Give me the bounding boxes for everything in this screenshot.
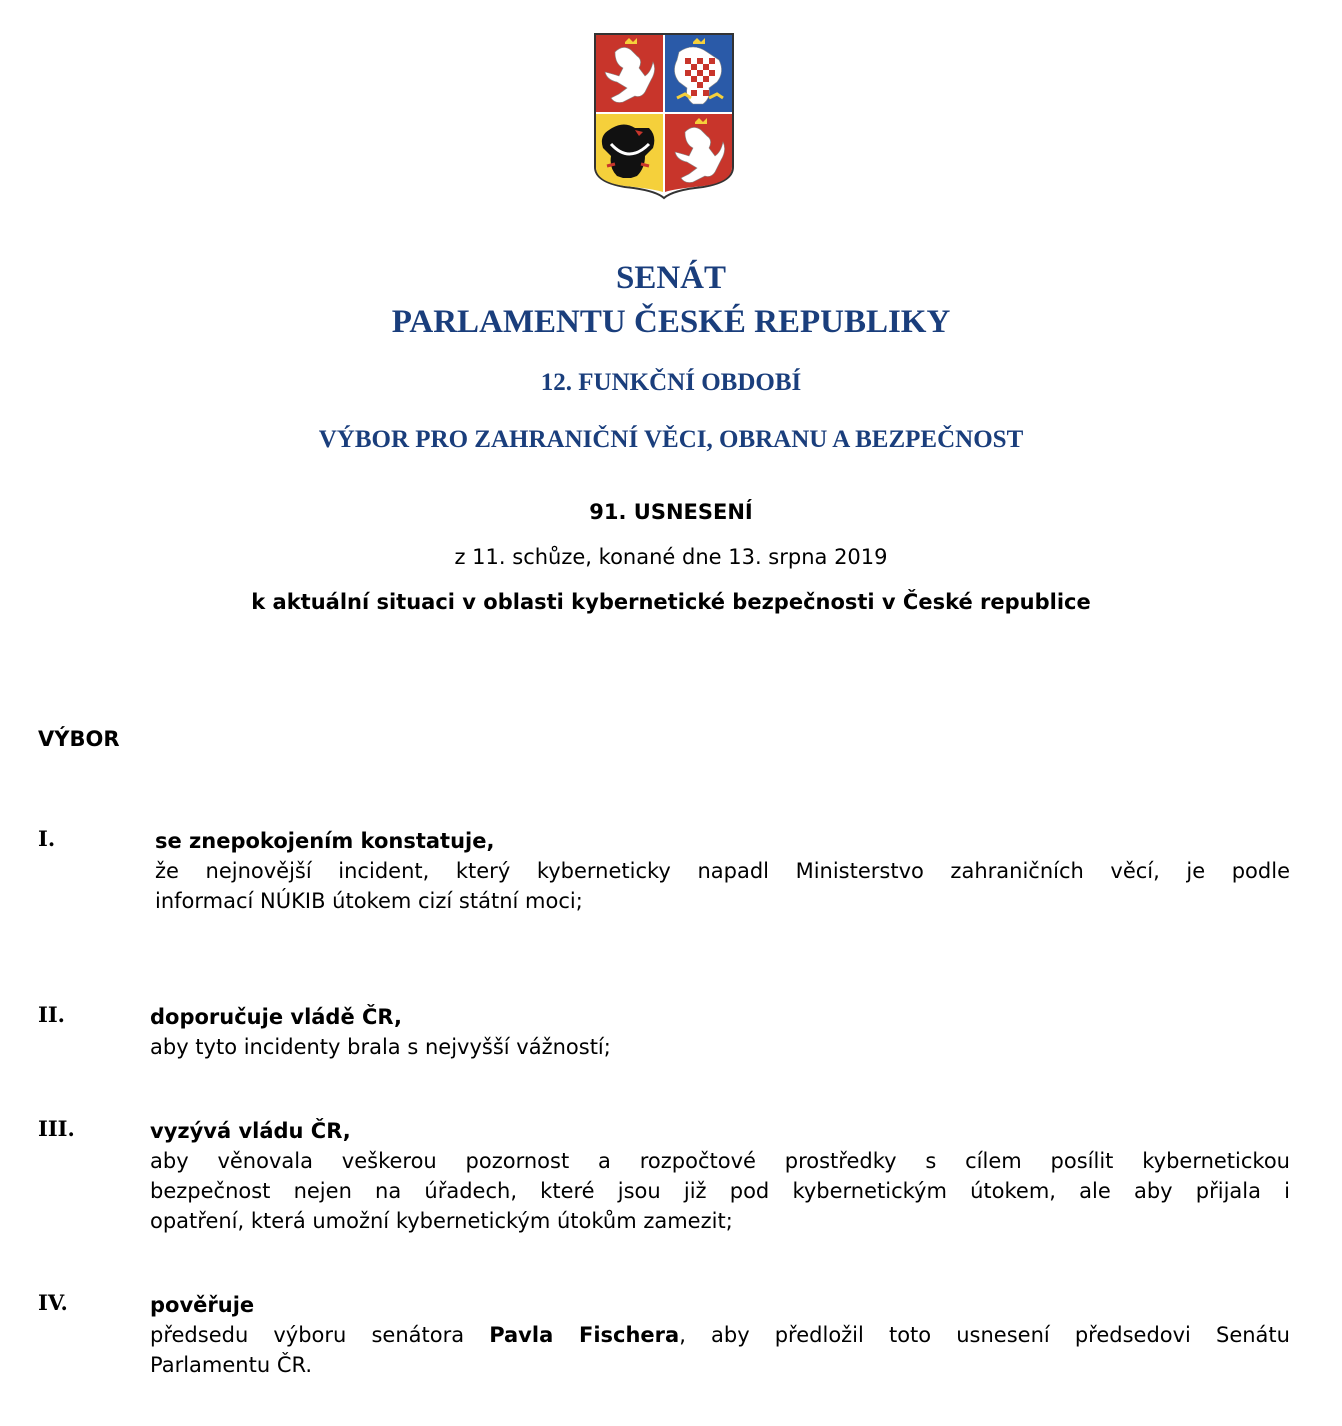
item-text-line: informací NÚKIB útokem cizí státní moci; <box>155 889 583 913</box>
resolution-number: 91. USNESENÍ <box>589 500 753 524</box>
item-numeral: IV. <box>38 1290 68 1315</box>
subject-label: VÝBOR <box>38 727 120 751</box>
header-term: 12. FUNKČNÍ OBDOBÍ <box>540 369 802 396</box>
header-senat: SENÁT <box>615 260 727 296</box>
item-text-line <box>150 1320 1290 1350</box>
resolution-item <box>150 1290 1290 1380</box>
item-text-line: že nejnovější incident, který kyberneticky napadl Ministerstvo zahraničních věcí, je podle <box>155 859 1290 883</box>
item-numeral: I. <box>38 826 56 851</box>
item-numeral: III. <box>38 1116 75 1141</box>
item-text-line: Parlamentu ČR. <box>150 1353 313 1377</box>
item-text-line: bezpečnost nejen na úřadech, které jsou již pod kybernetickým útokem, ale aby přijala i <box>150 1179 1290 1203</box>
resolution-meeting: z 11. schůze, konané dne 13. srpna 2019 <box>454 545 888 569</box>
item-numeral: II. <box>38 1002 65 1027</box>
czech-coat-of-arms-icon <box>593 32 735 200</box>
item-text-fragment: , aby předložil toto usnesení předsedovi Senátu <box>679 1323 1290 1347</box>
header-parliament: PARLAMENTU ČESKÉ REPUBLIKY <box>391 304 951 340</box>
senator-name: Pavla Fischera <box>489 1323 680 1347</box>
resolution-item <box>150 1002 1290 1062</box>
item-text-line: aby věnovala veškerou pozornost a rozpočtové prostředky s cílem posílit kybernetickou <box>150 1149 1290 1173</box>
resolution-subject: k aktuální situaci v oblasti kybernetické bezpečnosti v České republice <box>251 590 1091 614</box>
resolution-item <box>150 1116 1290 1236</box>
item-text-fragment: předsedu výboru senátora <box>150 1323 490 1347</box>
item-heading: doporučuje vládě ČR, <box>150 1005 402 1029</box>
item-heading: pověřuje <box>150 1293 255 1317</box>
item-heading: se znepokojením konstatuje, <box>155 829 495 853</box>
item-text-line: opatření, která umožní kybernetickým útokům zamezit; <box>150 1209 733 1233</box>
resolution-item <box>155 826 1290 916</box>
item-text-line: aby tyto incidenty brala s nejvyšší vážností; <box>150 1035 611 1059</box>
header-committee: VÝBOR PRO ZAHRANIČNÍ VĚCI, OBRANU A BEZPEČNOST <box>318 426 1024 453</box>
item-heading: vyzývá vládu ČR, <box>150 1119 351 1143</box>
